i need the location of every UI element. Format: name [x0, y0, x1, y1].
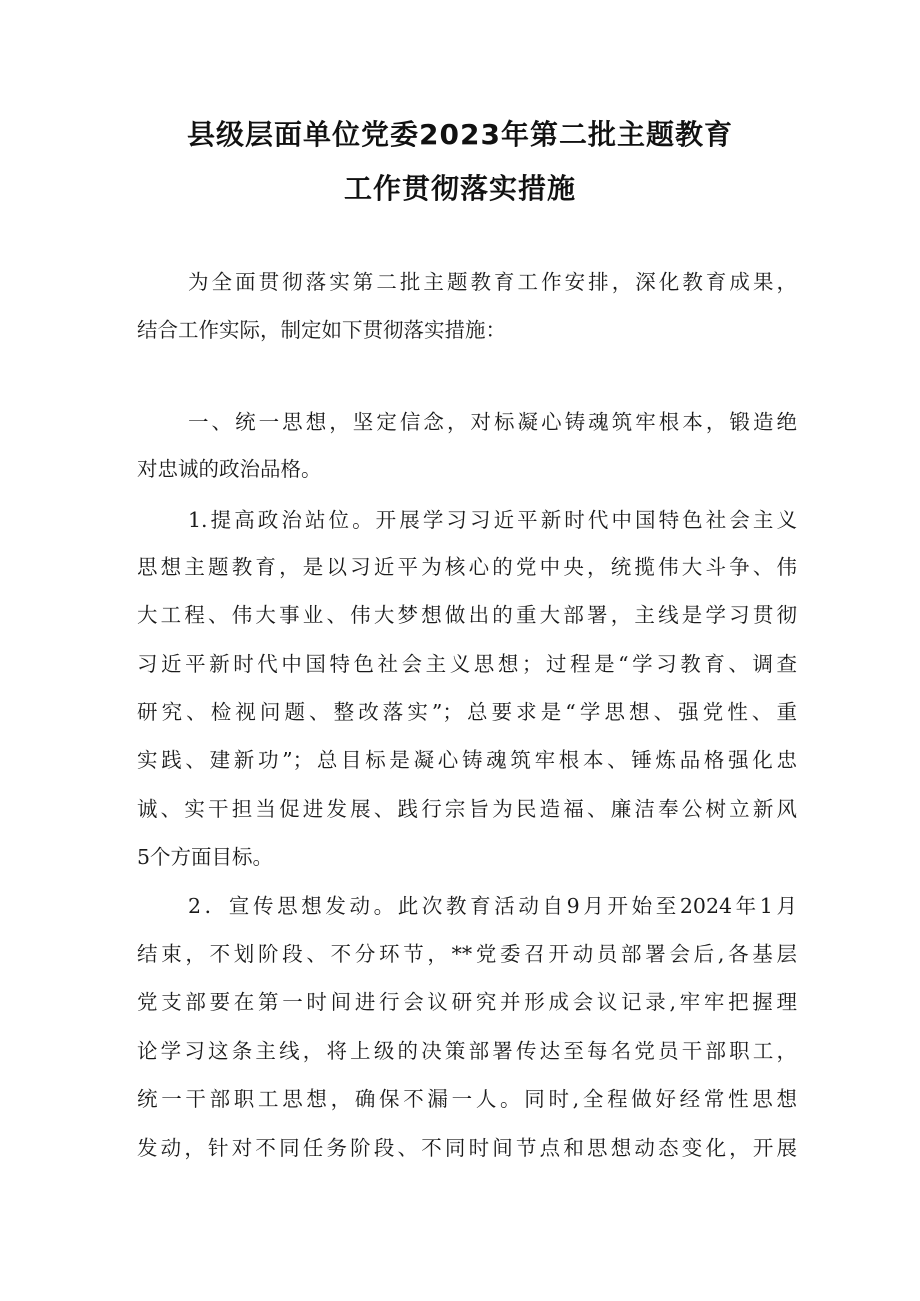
text-line: 党支部要在第一时间进行会议研究并形成会议记录,牢牢把握理 [137, 990, 797, 1014]
text-line: 5个方面目标。 [137, 845, 274, 869]
text-line: 实践、建新功”；总目标是凝心铸魂筑牢根本、锤炼品格强化忠 [137, 748, 797, 772]
text-line: 对忠诚的政治品格。 [137, 457, 322, 481]
text-line: 习近平新时代中国特色社会主义思想；过程是“学习教育、调查 [137, 652, 797, 676]
text-line: 诚、实干担当促进发展、践行宗旨为民造福、廉洁奉公树立新风 [137, 797, 797, 821]
text-line: 思想主题教育，是以习近平为核心的党中央，统揽伟大斗争、伟 [137, 555, 797, 579]
text-line: 发动，针对不同任务阶段、不同时间节点和思想动态变化，开展 [137, 1136, 797, 1160]
text-line: 论学习这条主线，将上级的决策部署传达至每名党员干部职工， [137, 1039, 797, 1063]
document-title-line-1: 县级层面单位党委2023年第二批主题教育 [187, 118, 733, 151]
text-line: 为全面贯彻落实第二批主题教育工作安排，深化教育成果， [188, 270, 797, 294]
text-line: 结合工作实际，制定如下贯彻落实措施： [137, 318, 506, 342]
text-line: 2．宣传思想发动。此次教育活动自9月开始至2024年1月 [188, 894, 797, 918]
text-line: 1.提高政治站位。开展学习习近平新时代中国特色社会主义 [188, 508, 797, 532]
text-line: 研究、检视问题、整改落实”；总要求是“学思想、强党性、重 [137, 700, 797, 724]
text-line: 统一干部职工思想，确保不漏一人。同时,全程做好经常性思想 [137, 1087, 797, 1111]
text-line: 结束，不划阶段、不分环节，**党委召开动员部署会后,各基层 [137, 942, 797, 966]
document-title-line-2: 工作贯彻落实措施 [343, 172, 576, 205]
text-line: 一、统一思想，坚定信念，对标凝心铸魂筑牢根本，锻造绝 [188, 410, 797, 434]
text-line: 大工程、伟大事业、伟大梦想做出的重大部署，主线是学习贯彻 [137, 603, 797, 627]
